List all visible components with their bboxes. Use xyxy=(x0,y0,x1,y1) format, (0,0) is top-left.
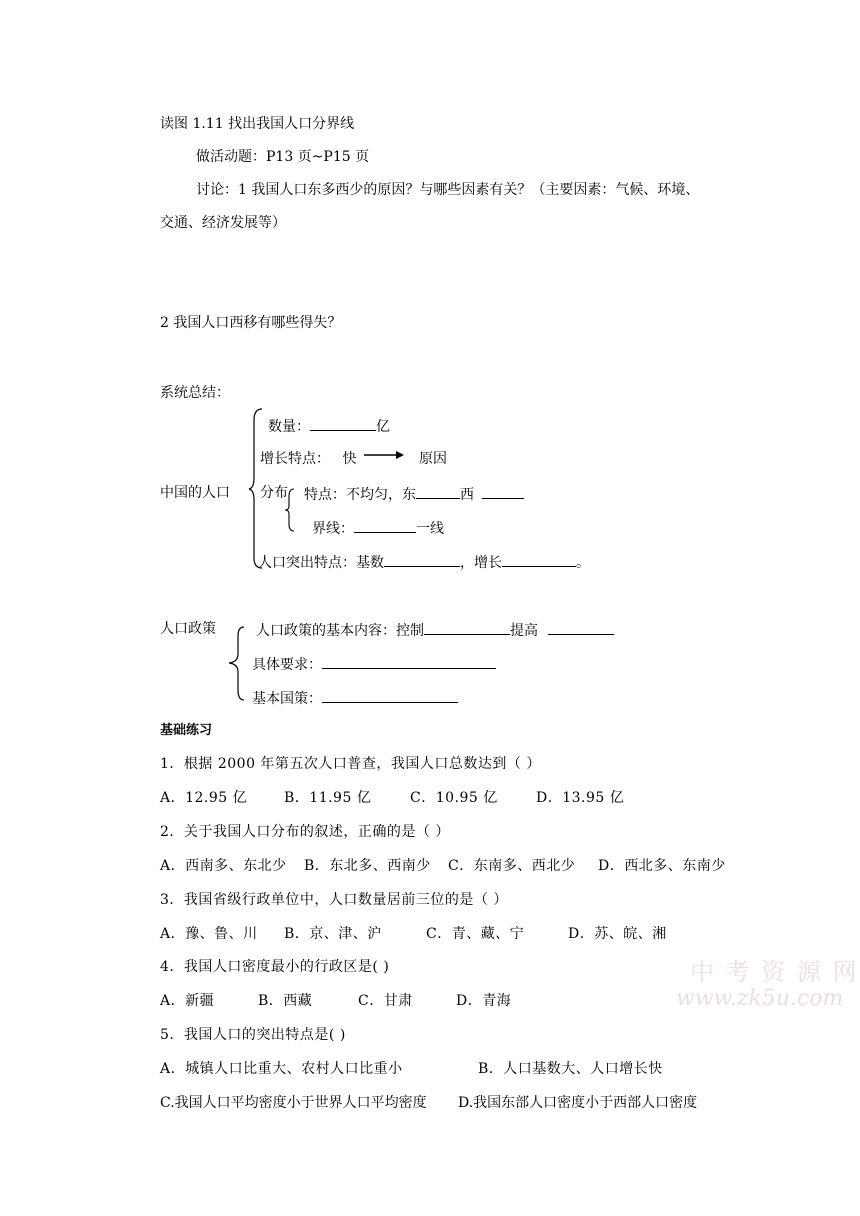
feature-label: 特点：不均匀，东 xyxy=(304,487,416,503)
policy-raise: 提高 xyxy=(510,623,538,639)
discussion-question-1-cont: 交通、经济发展等） xyxy=(160,215,286,231)
prominent-label: 人口突出特点：基数 xyxy=(258,555,384,571)
boundary-label: 界线： xyxy=(312,521,354,537)
growth-label: 增长特点： xyxy=(260,451,330,467)
watermark-url: www.zk5u.com xyxy=(676,986,844,1011)
q5-option-a[interactable]: A．城镇人口比重大、农村人口比重小 xyxy=(160,1061,403,1077)
quantity-label: 数量： xyxy=(268,419,310,435)
feature-west: 西 xyxy=(460,487,474,503)
growth-arrow-icon xyxy=(364,449,406,461)
q2-option-d[interactable]: D．西北多、东南少 xyxy=(598,858,726,874)
q1-option-c[interactable]: C．10.95 亿 xyxy=(410,790,498,806)
quantity-blank[interactable] xyxy=(310,416,376,431)
policy-basic-blank[interactable] xyxy=(322,688,458,703)
prominent-end: 。 xyxy=(576,555,590,571)
prominent-growth: ，增长 xyxy=(460,555,502,571)
q5-option-c[interactable]: C.我国人口平均密度小于世界人口平均密度 xyxy=(160,1095,427,1111)
policy-content-label: 人口政策的基本内容：控制 xyxy=(256,623,424,639)
quantity-row xyxy=(268,416,390,436)
quantity-unit: 亿 xyxy=(376,419,390,435)
question-2: 2．关于我国人口分布的叙述，正确的是（ ） xyxy=(160,824,450,840)
q3-option-c[interactable]: C．青、藏、宁 xyxy=(426,926,525,942)
growth-fast: 快 xyxy=(342,451,357,467)
q4-option-d[interactable]: D．青海 xyxy=(456,993,512,1009)
policy-basic-row xyxy=(252,688,458,708)
discussion-question-1: 讨论：1 我国人口东多西少的原因？与哪些因素有关？（主要因素：气候、环境、 xyxy=(196,182,700,198)
q1-option-a[interactable]: A．12.95 亿 xyxy=(160,790,248,806)
distribution-label: 分布 xyxy=(260,485,288,501)
instruction-read-figure: 读图 1.11 找出我国人口分界线 xyxy=(160,116,355,132)
policy-raise-blank[interactable] xyxy=(548,620,614,635)
q2-option-b[interactable]: B．东北多、西南少 xyxy=(304,858,431,874)
question-1: 1．根据 2000 年第五次人口普查，我国人口总数达到（ ） xyxy=(160,756,541,772)
q5-option-b[interactable]: B．人口基数大、人口增长快 xyxy=(478,1061,663,1077)
question-5: 5．我国人口的突出特点是( ) xyxy=(160,1027,346,1043)
policy-basic-label: 基本国策： xyxy=(252,691,322,707)
watermark-title: 中 考 资 源 网 xyxy=(690,958,859,986)
policy-root-label: 人口政策 xyxy=(160,621,216,637)
summary-title: 系统总结： xyxy=(160,385,230,401)
feature-east-blank[interactable] xyxy=(416,484,460,499)
q4-option-c[interactable]: C．甘肃 xyxy=(358,993,413,1009)
question-4: 4．我国人口密度最小的行政区是( ) xyxy=(160,959,390,975)
instruction-activity: 做活动题：P13 页~P15 页 xyxy=(196,149,370,165)
q4-option-a[interactable]: A．新疆 xyxy=(160,993,215,1009)
distribution-brace xyxy=(284,488,298,532)
q2-option-a[interactable]: A．西南多、东北少 xyxy=(160,858,287,874)
prominent-base-blank[interactable] xyxy=(384,552,460,567)
policy-control-blank[interactable] xyxy=(424,620,510,635)
boundary-row xyxy=(312,518,444,538)
policy-requirement-blank[interactable] xyxy=(322,654,496,669)
policy-content-row xyxy=(256,620,614,640)
distribution-feature-row xyxy=(304,484,524,504)
growth-row xyxy=(260,450,356,468)
boundary-blank[interactable] xyxy=(354,518,416,533)
q3-option-b[interactable]: B．京、津、沪 xyxy=(284,926,382,942)
q3-option-d[interactable]: D．苏、皖、湘 xyxy=(568,926,667,942)
discussion-question-2: 2 我国人口西移有哪些得失？ xyxy=(160,315,342,331)
prominent-row xyxy=(258,552,590,572)
feature-west-blank[interactable] xyxy=(482,484,524,499)
q5-option-d[interactable]: D.我国东部人口密度小于西部人口密度 xyxy=(458,1095,698,1111)
q1-option-d[interactable]: D．13.95 亿 xyxy=(536,790,625,806)
q3-option-a[interactable]: A．豫、鲁、川 xyxy=(160,926,258,942)
q2-option-c[interactable]: C．东南多、西北少 xyxy=(448,858,576,874)
policy-requirement-row xyxy=(252,654,496,674)
question-3: 3．我国省级行政单位中，人口数量居前三位的是（ ） xyxy=(160,892,508,908)
policy-brace xyxy=(228,626,248,702)
exercise-heading: 基础练习 xyxy=(160,723,213,738)
q4-option-b[interactable]: B．西藏 xyxy=(258,993,313,1009)
boundary-suffix: 一线 xyxy=(416,521,444,537)
growth-reason: 原因 xyxy=(419,451,447,467)
policy-requirement-label: 具体要求： xyxy=(252,657,322,673)
prominent-growth-blank[interactable] xyxy=(502,552,576,567)
summary-root-label: 中国的人口 xyxy=(160,485,230,501)
q1-option-b[interactable]: B．11.95 亿 xyxy=(284,790,372,806)
